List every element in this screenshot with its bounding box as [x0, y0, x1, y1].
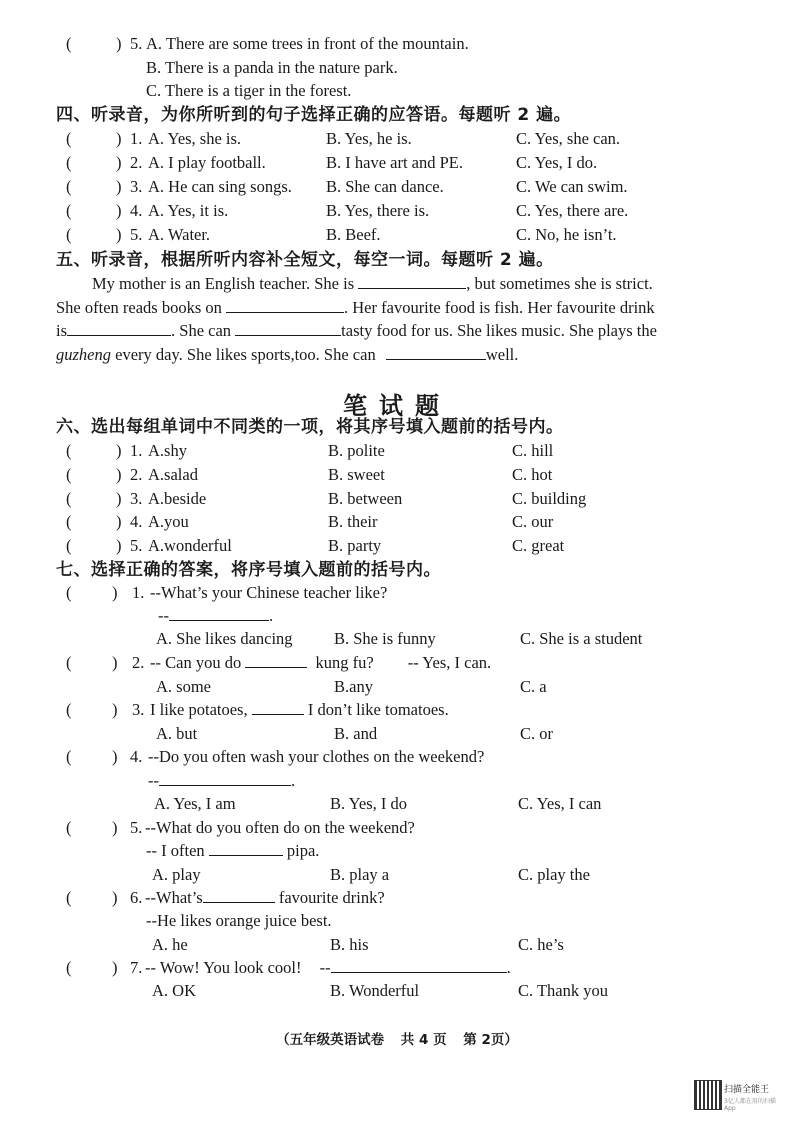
watermark-tagline: 3亿人都在用的扫描App [724, 1098, 776, 1112]
stem-text: I don’t like tomatoes. [307, 700, 449, 719]
answer-bracket-open: ( [66, 153, 72, 172]
fill-blank[interactable] [209, 840, 283, 856]
question-number: 6. [130, 888, 143, 907]
option-c: C. She is a student [520, 629, 643, 648]
fill-blank[interactable] [386, 344, 486, 360]
option-b: B. their [328, 512, 378, 531]
footer-exam-name: （五年级英语试卷 [276, 1032, 385, 1048]
option-b: B. party [328, 536, 382, 555]
section-4-heading: 四、听录音，为你所听到的句子选择正确的应答语。每题听 2 遍。 [56, 105, 572, 125]
passage-text: every day. She likes sports,too. She can [115, 345, 376, 364]
option-c: C. hot [512, 465, 553, 484]
question-number: 4. [130, 747, 143, 766]
question-number: 4. [130, 201, 143, 220]
answer-bracket-close: ) [112, 888, 118, 907]
watermark-app-name: 扫描全能王 [724, 1085, 770, 1095]
passage-text: My mother is an English teacher. She is [92, 274, 355, 293]
answer-bracket-open: ( [66, 489, 72, 508]
question-number: 1. [130, 441, 143, 460]
answer-bracket-close: ) [116, 536, 122, 555]
fill-blank[interactable] [331, 957, 507, 973]
answer-bracket-open: ( [66, 818, 72, 837]
option-c: C. or [520, 724, 553, 743]
fill-blank[interactable] [159, 770, 291, 786]
fill-blank[interactable] [252, 699, 304, 715]
option-a: A. Water. [148, 225, 211, 244]
answer-bracket-open: ( [66, 177, 72, 196]
question-stem [150, 652, 491, 674]
answer-bracket-close: ) [112, 653, 118, 672]
answer-bracket-open: ( [66, 583, 72, 602]
answer-bracket-open: ( [66, 225, 72, 244]
option-c: C. There is a tiger in the forest. [146, 81, 352, 100]
option-a: A. I play football. [148, 153, 266, 172]
question-number: 3. [130, 489, 143, 508]
fill-blank[interactable] [226, 297, 344, 313]
option-a: A.beside [148, 489, 207, 508]
fill-blank[interactable] [235, 320, 341, 336]
option-b: B. There is a panda in the nature park. [146, 58, 398, 77]
option-a: A.salad [148, 465, 198, 484]
answer-bracket-open: ( [66, 958, 72, 977]
question-stem: --What’s your Chinese teacher like? [150, 583, 388, 602]
option-c: C. he’s [518, 935, 564, 954]
option-b: B. Yes, I do [330, 794, 408, 813]
option-b: B. Yes, there is. [326, 201, 430, 220]
fill-blank[interactable] [169, 605, 269, 621]
option-b: B. She is funny [334, 629, 436, 648]
answer-bracket-close: ) [112, 747, 118, 766]
stem-text: -- Can you do [150, 653, 242, 672]
answer-bracket-open: ( [66, 129, 72, 148]
answer-bracket-close: ) [116, 153, 122, 172]
passage-text: is [56, 321, 68, 340]
written-section-title: 笔试题 [343, 392, 451, 420]
passage-text: well. [485, 345, 519, 364]
option-a: A. Yes, it is. [148, 201, 229, 220]
answer-bracket-close: ) [116, 129, 122, 148]
question-number: 5. [130, 34, 143, 53]
option-a: A. he [152, 935, 188, 954]
section-7-heading: 七、选择正确的答案，将序号填入题前的括号内。 [56, 560, 441, 580]
passage-text: , but sometimes she is strict. [466, 274, 653, 293]
option-b: B. Beef. [326, 225, 381, 244]
answer-line: -- . [158, 606, 274, 625]
option-c: C. play the [518, 865, 590, 884]
option-a: A. but [156, 724, 198, 743]
section-6-heading: 六、选出每组单词中不同类的一项，将其序号填入题前的括号内。 [56, 417, 564, 437]
passage-text: . She can [171, 321, 232, 340]
option-c: C. Yes, I do. [516, 153, 598, 172]
answer-bracket-open: ( [66, 536, 72, 555]
option-b: B. She can dance. [326, 177, 444, 196]
dash: -- [319, 958, 331, 977]
passage-line-2 [56, 297, 655, 319]
answer-text: --He likes orange juice best. [146, 911, 332, 930]
dash: -- [148, 771, 159, 790]
answer-bracket-open: ( [66, 34, 72, 53]
question-stem: --What do you often do on the weekend? [145, 818, 415, 837]
answer-bracket-close: ) [116, 177, 122, 196]
option-c: C. Yes, I can [518, 794, 602, 813]
answer-line: -- . [148, 771, 296, 790]
passage-text: tasty food for us. She likes music. She plays the [341, 321, 657, 340]
answer-bracket-open: ( [66, 465, 72, 484]
question-number: 5. [130, 225, 143, 244]
answer-bracket-close: ) [112, 583, 118, 602]
stem-text: kung fu? [315, 653, 374, 672]
question-number: 1. [130, 129, 143, 148]
stem-text: --What’s [145, 888, 203, 907]
option-a: A. She likes dancing [156, 629, 293, 648]
stem-text: -- Yes, I can. [407, 653, 492, 672]
question-stem [150, 699, 449, 721]
option-a: A. There are some trees in front of the mountain. [146, 34, 469, 53]
answer-bracket-close: ) [116, 201, 122, 220]
answer-bracket-close: ) [116, 34, 122, 53]
question-stem: -- Wow! You look cool! -- . [145, 958, 511, 977]
page-footer [0, 1028, 794, 1048]
option-a: A. Yes, I am [154, 794, 236, 813]
question-number: 2. [130, 153, 143, 172]
option-b: B. play a [330, 865, 390, 884]
question-number: 4. [130, 512, 143, 531]
passage-line-1 [92, 273, 653, 295]
question-number: 5. [130, 536, 143, 555]
fill-blank[interactable] [358, 273, 466, 289]
answer-bracket-close: ) [112, 958, 118, 977]
option-b: B. polite [328, 441, 385, 460]
answer-text: -- I often [146, 841, 205, 860]
dash: -- [158, 606, 169, 625]
fill-blank[interactable] [245, 652, 307, 668]
passage-text: . Her favourite food is fish. Her favourite drink [344, 298, 655, 317]
fill-blank[interactable] [67, 320, 171, 336]
option-a: A. some [156, 677, 211, 696]
option-c: C. building [512, 489, 587, 508]
question-stem: --Do you often wash your clothes on the weekend? [148, 747, 485, 766]
scanner-watermark [694, 1080, 784, 1110]
passage-text: guzheng [56, 345, 111, 364]
option-b: B. between [328, 489, 403, 508]
answer-line [146, 840, 319, 862]
stem-text: -- Wow! You look cool! [145, 958, 302, 977]
option-b: B. Yes, he is. [326, 129, 412, 148]
answer-bracket-close: ) [112, 700, 118, 719]
fill-blank[interactable] [203, 887, 275, 903]
answer-bracket-open: ( [66, 201, 72, 220]
option-c: C. great [512, 536, 565, 555]
question-number: 7. [130, 958, 143, 977]
answer-bracket-close: ) [116, 512, 122, 531]
answer-text: pipa. [286, 841, 320, 860]
answer-bracket-close: ) [116, 441, 122, 460]
option-c: C. hill [512, 441, 554, 460]
option-b: B.any [334, 677, 373, 696]
answer-bracket-close: ) [116, 489, 122, 508]
option-c: C. Yes, she can. [516, 129, 621, 148]
answer-bracket-close: ) [116, 225, 122, 244]
answer-bracket-open: ( [66, 700, 72, 719]
question-number: 1. [132, 583, 145, 602]
option-a: A.you [148, 512, 189, 531]
question-number: 3. [130, 177, 143, 196]
section-5-heading: 五、听录音，根据所听内容补全短文，每空一词。每题听 2 遍。 [56, 250, 554, 270]
answer-bracket-close: ) [112, 818, 118, 837]
question-stem [145, 887, 385, 909]
footer-total-pages: 共 4 页 [400, 1032, 447, 1048]
option-c: C. We can swim. [516, 177, 628, 196]
answer-bracket-open: ( [66, 653, 72, 672]
question-number: 5. [130, 818, 143, 837]
option-b: B. I have art and PE. [326, 153, 464, 172]
passage-line-3 [56, 320, 657, 342]
option-a: A.wonderful [148, 536, 232, 555]
answer-bracket-open: ( [66, 441, 72, 460]
question-number: 3. [132, 700, 145, 719]
option-b: B. sweet [328, 465, 385, 484]
option-a: A. OK [152, 981, 196, 1000]
option-c: C. our [512, 512, 554, 531]
stem-text: favourite drink? [278, 888, 385, 907]
question-number: 2. [130, 465, 143, 484]
option-c: C. Thank you [518, 981, 608, 1000]
option-b: B. his [330, 935, 369, 954]
option-c: C. No, he isn’t. [516, 225, 617, 244]
answer-bracket-open: ( [66, 747, 72, 766]
option-b: B. and [334, 724, 378, 743]
option-c: C. a [520, 677, 547, 696]
passage-text: She often reads books on [56, 298, 222, 317]
answer-bracket-close: ) [116, 465, 122, 484]
option-b: B. Wonderful [330, 981, 420, 1000]
qr-code-icon [694, 1080, 722, 1110]
option-a: A. Yes, she is. [148, 129, 242, 148]
answer-bracket-open: ( [66, 888, 72, 907]
option-c: C. Yes, there are. [516, 201, 629, 220]
option-a: A. play [152, 865, 201, 884]
answer-bracket-open: ( [66, 512, 72, 531]
passage-line-4 [56, 344, 518, 366]
footer-page-number: 第 2页） [463, 1032, 518, 1048]
option-a: A. He can sing songs. [148, 177, 292, 196]
stem-text: I like potatoes, [150, 700, 248, 719]
question-number: 2. [132, 653, 145, 672]
option-a: A.shy [148, 441, 187, 460]
